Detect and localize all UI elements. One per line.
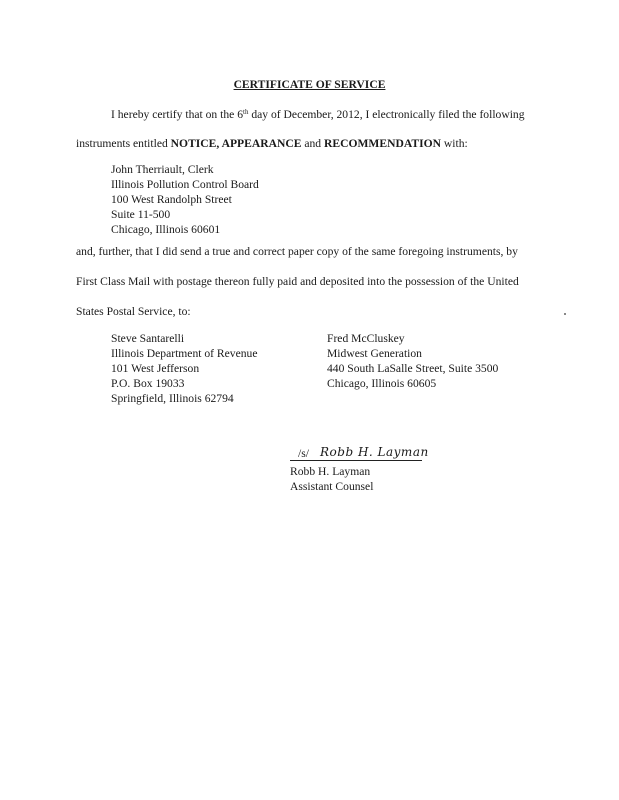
left-address-line: Steve Santarelli bbox=[111, 332, 185, 345]
right-address-line: 440 South LaSalle Street, Suite 3500 bbox=[327, 362, 499, 375]
signature-line bbox=[290, 460, 422, 461]
signature-prefix: /s/ bbox=[298, 447, 309, 460]
signer-title: Assistant Counsel bbox=[290, 480, 374, 493]
date-suffix: th bbox=[243, 108, 249, 116]
service-paragraph-line-2: First Class Mail with postage thereon fully paid and deposited into the possession of the United bbox=[76, 275, 519, 288]
left-address-line: P.O. Box 19033 bbox=[111, 377, 185, 390]
clerk-address-line: Illinois Pollution Control Board bbox=[111, 178, 259, 191]
instruments-and: and bbox=[301, 137, 324, 150]
left-address-line: Springfield, Illinois 62794 bbox=[111, 392, 234, 405]
handwritten-signature: Robb H. Layman bbox=[320, 445, 429, 459]
document-title: CERTIFICATE OF SERVICE bbox=[233, 78, 386, 91]
right-address-line: Midwest Generation bbox=[327, 347, 422, 360]
stray-mark bbox=[564, 313, 566, 315]
right-address-line: Fred McCluskey bbox=[327, 332, 405, 345]
service-paragraph-line-1: and, further, that I did send a true and correct paper copy of the same foregoing instruments, by bbox=[76, 245, 518, 258]
clerk-address-line: Chicago, Illinois 60601 bbox=[111, 223, 221, 236]
clerk-address-line: Suite 11-500 bbox=[111, 208, 171, 221]
certification-rest: day of December, 2012, I electronically filed the following bbox=[248, 108, 525, 121]
left-address-line: 101 West Jefferson bbox=[111, 362, 200, 375]
instruments-lead: instruments entitled bbox=[76, 137, 171, 150]
certification-line-2 bbox=[76, 137, 468, 151]
instrument-notice-appearance: NOTICE, APPEARANCE bbox=[170, 137, 302, 150]
signer-name: Robb H. Layman bbox=[290, 465, 371, 478]
certification-lead: I hereby certify that on the 6 bbox=[111, 108, 243, 121]
left-address-line: Illinois Department of Revenue bbox=[111, 347, 258, 360]
instruments-tail: with: bbox=[441, 137, 468, 150]
certification-line-1 bbox=[111, 108, 525, 122]
clerk-address-line: John Therriault, Clerk bbox=[111, 163, 214, 176]
instrument-recommendation: RECOMMENDATION bbox=[323, 137, 441, 150]
clerk-address-line: 100 West Randolph Street bbox=[111, 193, 232, 206]
right-address-line: Chicago, Illinois 60605 bbox=[327, 377, 437, 390]
service-paragraph-line-3: States Postal Service, to: bbox=[76, 305, 191, 318]
